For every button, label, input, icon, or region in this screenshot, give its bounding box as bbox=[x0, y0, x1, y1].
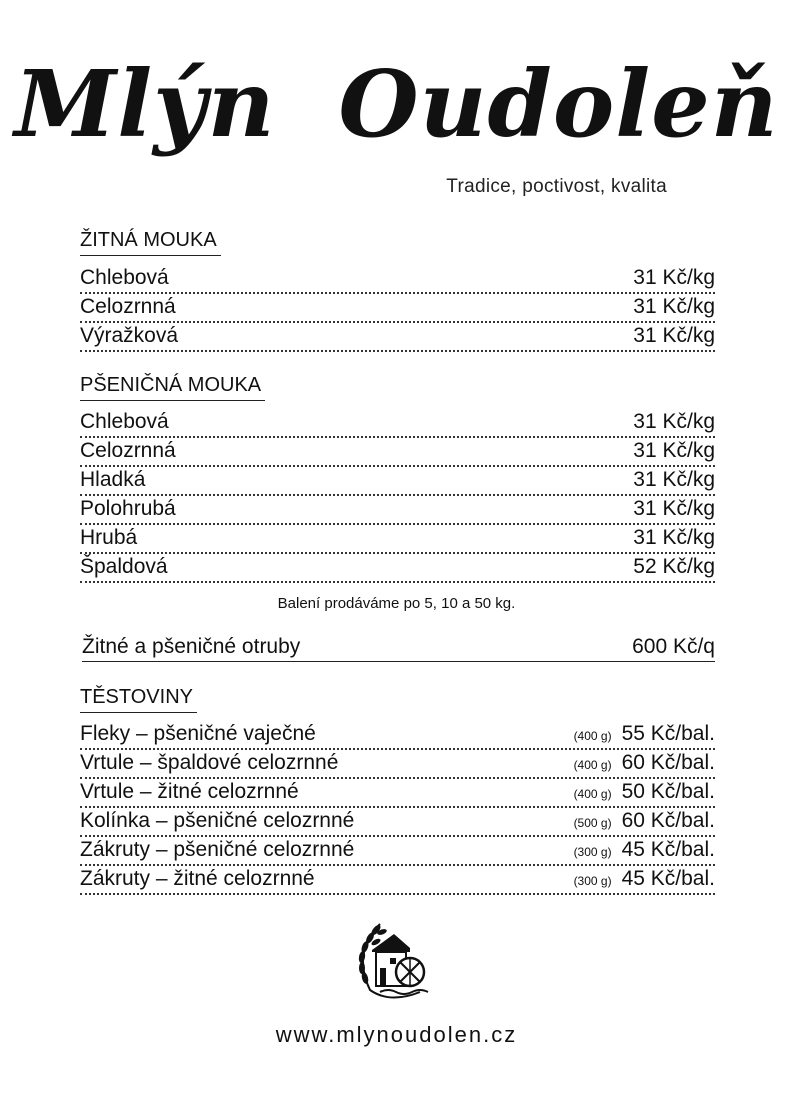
list-item bbox=[80, 496, 715, 525]
list-item-otruby bbox=[82, 634, 715, 662]
list-item bbox=[80, 750, 715, 779]
section-title-testoviny: TĚSTOVINY bbox=[80, 685, 197, 713]
item-name: Výražková bbox=[80, 324, 179, 347]
item-price: 600 Kč/q bbox=[632, 635, 715, 658]
list-item bbox=[80, 467, 715, 496]
list-item bbox=[80, 779, 715, 808]
item-weight: (400 g) bbox=[573, 729, 612, 743]
section-title-zitna-mouka: ŽITNÁ MOUKA bbox=[80, 228, 221, 256]
item-price: 31 Kč/kg bbox=[633, 295, 715, 318]
item-weight: (400 g) bbox=[573, 758, 612, 772]
item-price: 31 Kč/kg bbox=[633, 266, 715, 289]
item-name: Celozrnná bbox=[80, 439, 176, 462]
item-name: Špaldová bbox=[80, 555, 168, 578]
item-name: Hrubá bbox=[80, 526, 138, 549]
item-price: 31 Kč/kg bbox=[633, 439, 715, 462]
item-price: 45 Kč/bal. bbox=[621, 838, 715, 861]
item-weight: (400 g) bbox=[573, 787, 612, 801]
item-name: Zákruty – pšeničné celozrnné bbox=[80, 838, 355, 861]
item-price: 52 Kč/kg bbox=[633, 555, 715, 578]
item-price: 31 Kč/kg bbox=[633, 468, 715, 491]
item-price: 60 Kč/bal. bbox=[621, 751, 715, 774]
item-name: Chlebová bbox=[80, 410, 169, 433]
list-item bbox=[80, 866, 715, 895]
watermill-wheat-icon bbox=[350, 912, 442, 1004]
list-item bbox=[80, 294, 715, 323]
item-price: 50 Kč/bal. bbox=[621, 780, 715, 803]
section-title-psenicna-mouka: PŠENIČNÁ MOUKA bbox=[80, 373, 265, 401]
website-link[interactable]: www.mlynoudolen.cz bbox=[275, 1022, 518, 1047]
item-name: Chlebová bbox=[80, 266, 169, 289]
item-price: 55 Kč/bal. bbox=[621, 722, 715, 745]
item-name: Celozrnná bbox=[80, 295, 176, 318]
item-weight: (500 g) bbox=[573, 816, 612, 830]
list-item bbox=[80, 525, 715, 554]
item-price: 31 Kč/kg bbox=[633, 410, 715, 433]
list-item bbox=[80, 323, 715, 352]
tagline: Tradice, poctivost, kvalita bbox=[446, 176, 667, 197]
item-price: 60 Kč/bal. bbox=[621, 809, 715, 832]
item-weight: (300 g) bbox=[573, 874, 612, 888]
item-name: Hladká bbox=[80, 468, 146, 491]
item-price: 31 Kč/kg bbox=[633, 526, 715, 549]
list-item bbox=[80, 554, 715, 583]
item-price: 31 Kč/kg bbox=[633, 497, 715, 520]
item-name: Polohrubá bbox=[80, 497, 176, 520]
item-name: Kolínka – pšeničné celozrnné bbox=[80, 809, 355, 832]
item-weight: (300 g) bbox=[573, 845, 612, 859]
list-item bbox=[80, 837, 715, 866]
item-price: 31 Kč/kg bbox=[633, 324, 715, 347]
list-item bbox=[80, 438, 715, 467]
packaging-note: Balení prodáváme po 5, 10 a 50 kg. bbox=[277, 595, 516, 612]
list-item bbox=[80, 721, 715, 750]
list-item bbox=[80, 409, 715, 438]
list-item bbox=[80, 808, 715, 837]
item-name: Vrtule – žitné celozrnné bbox=[80, 780, 299, 803]
item-name: Zákruty – žitné celozrnné bbox=[80, 867, 315, 890]
item-name: Fleky – pšeničné vaječné bbox=[80, 722, 316, 745]
list-item bbox=[80, 265, 715, 294]
item-price: 45 Kč/bal. bbox=[621, 867, 715, 890]
page-title: Mlýn Oudoleň bbox=[14, 50, 779, 158]
item-name: Žitné a pšeničné otruby bbox=[82, 635, 301, 658]
item-name: Vrtule – špaldové celozrnné bbox=[80, 751, 339, 774]
